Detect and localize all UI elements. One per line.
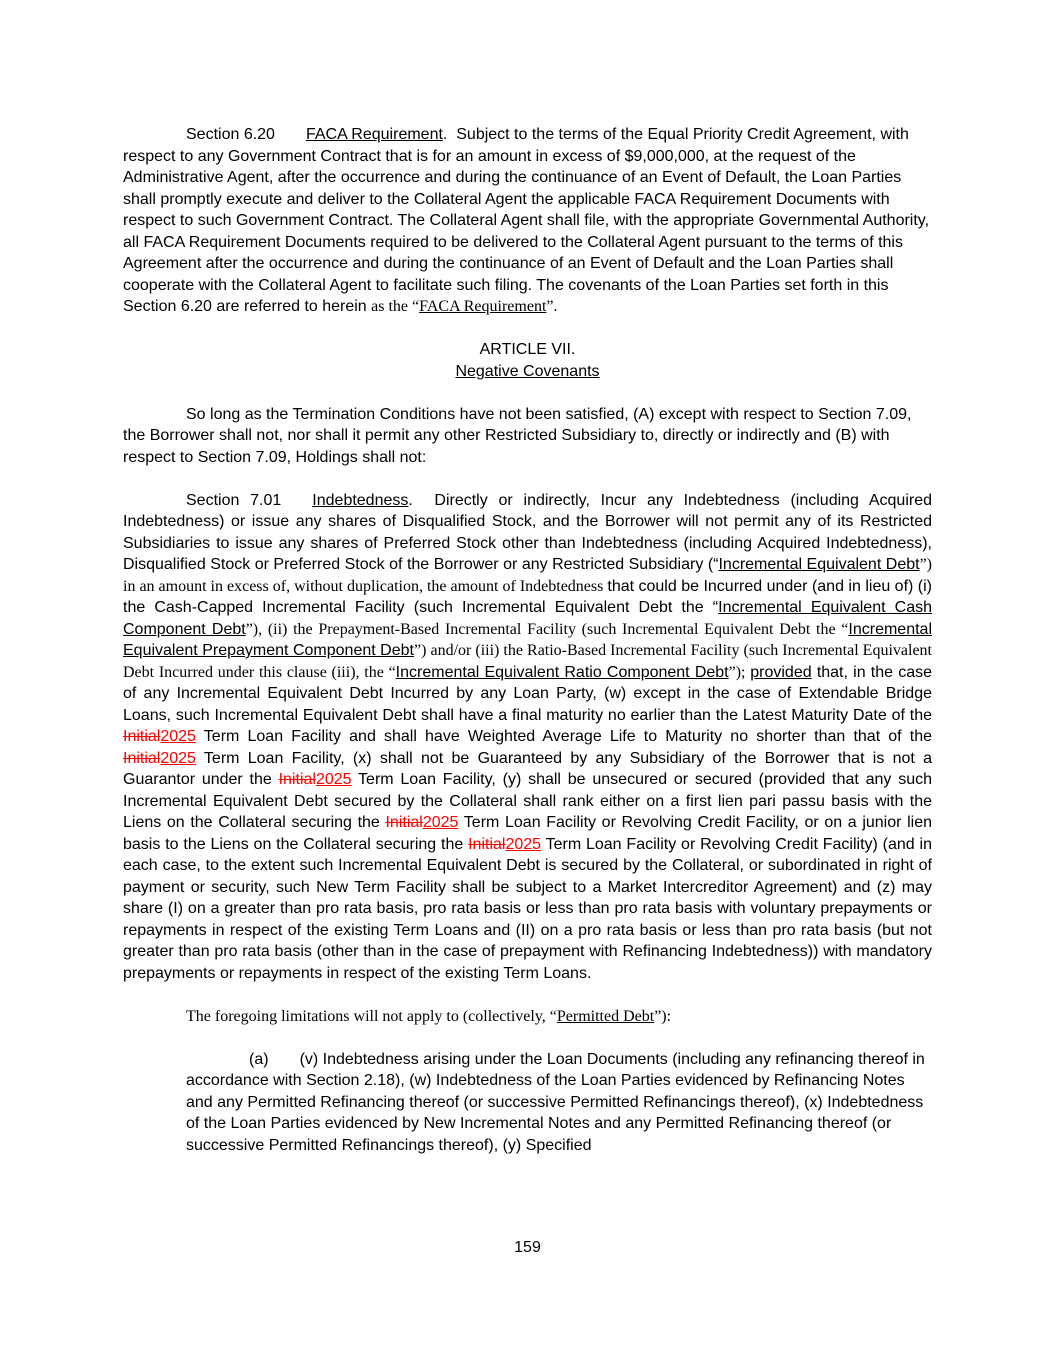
text-run: . Directly or indirectly, Incur any Indebtedness (including Acquired Indebtedness) or issue any shares of Disqualified Stock, and the Borrower will not permit any of its Restricted Subsidiaries to issue any shares of Preferred Stock other than Indebtedness (including Acquired Indebtedness), Disqualified Stock or Preferred Stock of the Borrower or any Restricted Subsidiary (“ bbox=[123, 491, 932, 573]
text-run: Term Loan Facility or Revolving Credit Facility, or on a junior lien basis to the Liens on the Collateral securing the bbox=[123, 814, 933, 853]
text-run: ”. bbox=[546, 298, 558, 315]
deleted-text: Initial bbox=[123, 749, 161, 767]
underlined-term: Incremental Equivalent Cash Component Debt bbox=[123, 599, 933, 638]
text-run: Term Loan Facility, (x) shall not be Guaranteed by any Subsidiary of the Borrower that is not a Guarantor under the bbox=[123, 749, 932, 788]
text-run: that could be Incurred under (and in lieu of) (i) the Cash-Capped Incremental Facility (such Incremental Equivalent Debt the “ bbox=[123, 577, 933, 616]
underlined-term: Incremental Equivalent Ratio Component Debt bbox=[395, 663, 729, 681]
section-7-01-paragraph bbox=[123, 490, 932, 985]
inserted-text: 2025 bbox=[160, 749, 196, 767]
text-run: So long as the Termination Conditions have not been satisfied, (A) except with respect to Section 7.09, the Borrower shall not, nor shall it permit any other Restricted Subsidiary to, directly or indirectly and (B) with respect to Section 7.09, Holdings shall not: bbox=[123, 405, 912, 466]
underlined-term: Negative Covenants bbox=[455, 362, 600, 380]
underlined-term: FACA Requirement bbox=[419, 298, 547, 315]
deleted-text: Initial bbox=[123, 728, 161, 745]
text-run: Section 6.20 bbox=[186, 126, 275, 143]
article-heading bbox=[123, 339, 932, 361]
text-run: (v) Indebtedness arising under the Loan Documents (including any refinancing thereof in accordance with Section 2.18), (w) Indebtedness of the Loan Parties evidenced by Refinancing Notes and any Permitted Refinancing thereof (or successive Permitted Refinancings thereof), (x) Indebtedness of the Loan Parties evidenced by New Incremental Notes and any Permitted Refinancing thereof (or successive Permitted Refinancings thereof), (y) Specified bbox=[186, 1050, 925, 1154]
clause-a-paragraph bbox=[186, 1049, 932, 1157]
text-run: ”) and/or (iii) the Ratio-Based Incremental Facility (such Incremental Equivalent Debt Incurred under this clause (iii), the “ bbox=[123, 642, 932, 681]
text-run: as the “ bbox=[371, 298, 420, 315]
lead-in-paragraph bbox=[123, 404, 932, 469]
text-run: Term Loan Facility or Revolving Credit Facility) (and in each case, to the extent such Incremental Equivalent Debt is secured by the Collateral, or subordinated in right of payment or security, such New Term Facility shall be subject to a Market Intercreditor Agreement) and (z) may share (I) on a greater than pro rata basis, pro rata basis or less than pro rata basis with voluntary prepayments or repayments in respect of the existing Term Loans and (II) on a pro rata basis or less than pro rata basis (but not greater than pro rata basis (other than in the case of prepayment with Refinancing Indebtedness)) with mandatory prepayments or repayments in respect of the existing Term Loans. bbox=[123, 835, 932, 982]
article-subheading bbox=[123, 361, 932, 383]
deleted-text: Initial bbox=[385, 814, 423, 831]
text-run: that, in the case of any Incremental Equivalent Debt Incurred by any Loan Party, (w) except in the case of Extendable Bridge Loans, such Incremental Equivalent Debt shall have a final maturity no earlier than the Latest Maturity Date of the bbox=[123, 663, 933, 724]
permitted-debt-lead-in bbox=[123, 1006, 932, 1028]
underlined-term: Permitted Debt bbox=[556, 1007, 655, 1025]
text-run: (a) bbox=[249, 1050, 269, 1068]
underlined-term: Incremental Equivalent Debt bbox=[718, 556, 920, 573]
inserted-text: 2025 bbox=[315, 771, 352, 788]
deleted-text: Initial bbox=[468, 835, 506, 853]
underlined-term: Indebtedness bbox=[312, 491, 409, 509]
text-run: Section 7.01 bbox=[186, 491, 282, 509]
section-6-20-paragraph bbox=[123, 124, 932, 318]
underlined-term: provided bbox=[750, 663, 812, 681]
text-run: Term Loan Facility, (y) shall be unsecured or secured (provided that any such Incremental Equivalent Debt secured by the Collateral shall rank either on a first lien pari passu basis with the Liens on the Collateral securing the bbox=[123, 771, 932, 831]
underlined-term: FACA Requirement bbox=[305, 126, 443, 143]
deleted-text: Initial bbox=[278, 771, 316, 788]
inserted-text: 2025 bbox=[422, 814, 459, 831]
text-run: ”): bbox=[654, 1007, 672, 1025]
text-run: ”), (ii) the Prepayment-Based Incremental Facility (such Incremental Equivalent Debt the “ bbox=[245, 620, 849, 638]
text-run: ”); bbox=[728, 663, 751, 681]
text-run: ”) in an amount in excess of, without duplication, the amount of Indebtedness bbox=[123, 556, 932, 595]
text-run: . Subject to the terms of the Equal Priority Credit Agreement, with respect to any Government Contract that is for an amount in excess of $9,000,000, at the request of the Administrative Agent, after the occurrence and during the continuance of an Event of Default, the Loan Parties shall promptly execute and deliver to the Collateral Agent the applicable FACA Requirement Documents with respect to such Government Contract. The Collateral Agent shall file, with the appropriate Governmental Authority, all FACA Requirement Documents required to be delivered to the Collateral Agent pursuant to the terms of this Agreement after the occurrence and during the continuance of an Event of Default and the Loan Parties shall cooperate with the Collateral Agent to facilitate such filing. The covenants of the Loan Parties set forth in this Section 6.20 are referred to herein bbox=[123, 126, 930, 315]
text-run: ARTICLE VII. bbox=[479, 341, 576, 358]
page-number: 159 bbox=[514, 1239, 541, 1256]
text-run: Term Loan Facility and shall have Weighted Average Life to Maturity no shorter than that of the bbox=[195, 728, 932, 745]
inserted-text: 2025 bbox=[160, 728, 196, 745]
text-run: The foregoing limitations will not apply to (collectively, “ bbox=[186, 1007, 557, 1025]
underlined-term: Incremental Equivalent Prepayment Component Debt bbox=[123, 620, 932, 659]
document-body bbox=[123, 124, 932, 1178]
inserted-text: 2025 bbox=[505, 835, 542, 853]
